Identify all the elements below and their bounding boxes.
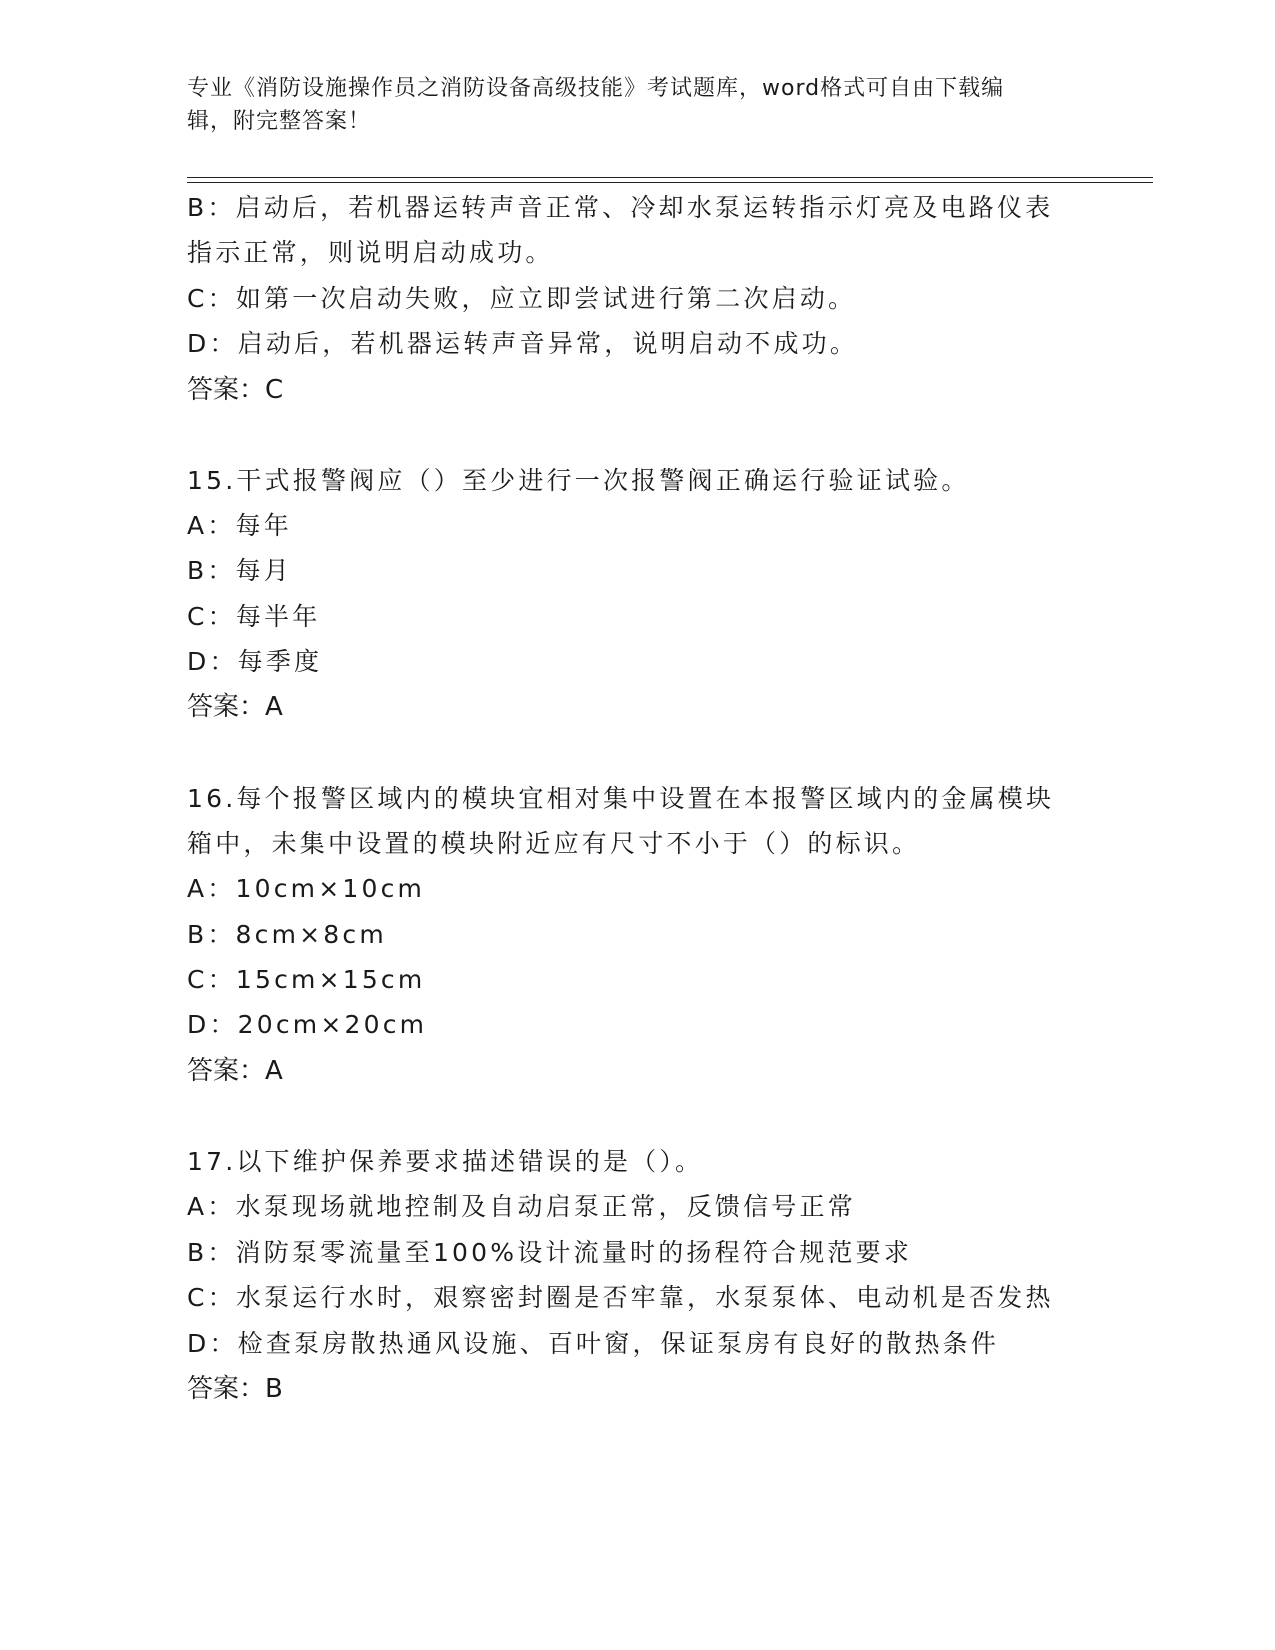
q14-option-b-line1: B：启动后，若机器运转声音正常、冷却水泵运转指示灯亮及电路仪表 — [187, 193, 1054, 222]
q14-option-d: D：启动后，若机器运转声音异常，说明启动不成功。 — [187, 329, 859, 358]
q16-answer: 答案：A — [187, 1056, 283, 1086]
q16-option-c: C：15cm×15cm — [187, 965, 426, 994]
header-divider-bottom — [187, 182, 1153, 183]
q16-option-a: A：10cm×10cm — [187, 874, 426, 903]
q17-option-b: B：消防泵零流量至100%设计流量时的扬程符合规范要求 — [187, 1238, 913, 1267]
q15-question: 15.干式报警阀应（）至少进行一次报警阀正确运行验证试验。 — [187, 466, 970, 495]
q17-option-d: D：检查泵房散热通风设施、百叶窗，保证泵房有良好的散热条件 — [187, 1329, 1000, 1358]
q17-question: 17.以下维护保养要求描述错误的是（）。 — [187, 1147, 704, 1176]
q16-question-line2: 箱中，未集中设置的模块附近应有尺寸不小于（）的标识。 — [187, 829, 921, 858]
q15-option-b: B：每月 — [187, 556, 292, 585]
q16-option-d: D：20cm×20cm — [187, 1010, 428, 1039]
q17-option-a: A：水泵现场就地控制及自动启泵正常，反馈信号正常 — [187, 1192, 856, 1221]
q15-answer: 答案：A — [187, 692, 283, 722]
document-header — [187, 72, 1067, 138]
q14-answer: 答案：C — [187, 375, 284, 405]
header-line-2: 辑，附完整答案！ — [187, 109, 372, 134]
q17-option-c: C：水泵运行水时，艰察密封圈是否牢靠，水泵泵体、电动机是否发热 — [187, 1283, 1054, 1312]
header-divider-top — [187, 177, 1153, 178]
q16-option-b: B：8cm×8cm — [187, 920, 387, 949]
q14-option-b-line2: 指示正常，则说明启动成功。 — [187, 238, 554, 267]
q14-option-c: C：如第一次启动失败，应立即尝试进行第二次启动。 — [187, 284, 857, 313]
q15-option-a: A：每年 — [187, 511, 292, 540]
q15-option-c: C：每半年 — [187, 602, 321, 631]
q16-question-line1: 16.每个报警区域内的模块宜相对集中设置在本报警区域内的金属模块 — [187, 784, 1055, 813]
header-line-1: 专业《消防设施操作员之消防设备高级技能》考试题库，word格式可自由下载编 — [187, 76, 1005, 101]
q15-option-d: D：每季度 — [187, 647, 323, 676]
q17-answer: 答案：B — [187, 1374, 283, 1404]
